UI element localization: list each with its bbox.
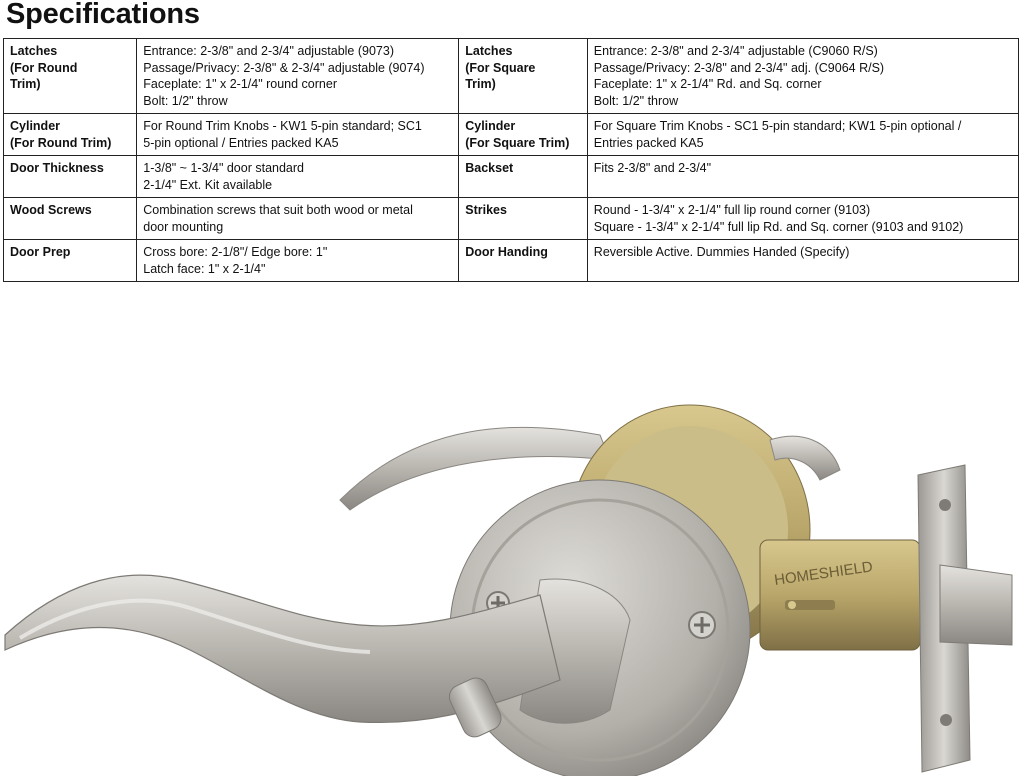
spec-row (4, 240, 1019, 282)
specifications-table (3, 38, 1019, 282)
spec-label-line: Backset (465, 161, 514, 175)
spec-value (137, 156, 459, 198)
spec-row (4, 198, 1019, 240)
spec-value-line: Bolt: 1/2" throw (593, 93, 679, 108)
spec-label-line: Door Handing (465, 245, 548, 259)
spec-value (137, 240, 459, 282)
spec-label (459, 156, 588, 198)
spec-value-line: Bolt: 1/2" throw (143, 93, 228, 108)
spec-label-line: (For Square (465, 60, 536, 75)
spec-label (459, 39, 588, 114)
spec-value-line: For Round Trim Knobs - KW1 5-pin standard; SC1 (143, 119, 422, 133)
spec-label (459, 198, 588, 240)
spec-value-line: For Square Trim Knobs - SC1 5-pin standard; KW1 5-pin optional / (593, 119, 962, 133)
spec-value (587, 39, 1018, 114)
door-lever-lock-photo (0, 380, 1024, 776)
spec-value (587, 240, 1018, 282)
spec-value-line: Faceplate: 1" x 2-1/4" Rd. and Sq. corner (593, 77, 822, 91)
spec-label (4, 240, 137, 282)
spec-value-line: Entrance: 2-3/8" and 2-3/4" adjustable (9073) (143, 44, 394, 58)
spec-label-line: Trim) (465, 77, 496, 91)
spec-label-line: (For Round Trim) (10, 135, 112, 150)
spec-value (137, 39, 459, 114)
spec-label-line: Cylinder (10, 119, 61, 133)
spec-value-line: Passage/Privacy: 2-3/8" & 2-3/4" adjustable (9074) (143, 60, 425, 75)
spec-value-line: Fits 2-3/8" and 2-3/4" (593, 161, 712, 175)
spec-value-line: Entries packed KA5 (593, 135, 704, 150)
spec-value-line: Entrance: 2-3/8" and 2-3/4" adjustable (C9060 R/S) (593, 44, 878, 58)
spec-label (459, 114, 588, 156)
spec-value-line: Square - 1-3/4" x 2-1/4" full lip Rd. and Sq. corner (9103 and 9102) (593, 219, 964, 234)
spec-label-line: (For Square Trim) (465, 135, 570, 150)
spec-value-line: 1-3/8" ~ 1-3/4" door standard (143, 161, 304, 175)
spec-value-line: Passage/Privacy: 2-3/8" and 2-3/4" adj. (C9064 R/S) (593, 60, 885, 75)
spec-label-line: Latches (10, 44, 58, 58)
spec-label-line: (For Round (10, 60, 78, 75)
spec-value-line: door mounting (143, 219, 224, 234)
page-title: Specifications (6, 0, 200, 30)
spec-row (4, 114, 1019, 156)
spec-label-line: Strikes (465, 203, 507, 217)
spec-label-line: Wood Screws (10, 203, 92, 217)
spec-value-line: Faceplate: 1" x 2-1/4" round corner (143, 77, 337, 91)
spec-label (4, 39, 137, 114)
spec-label-line: Trim) (10, 77, 41, 91)
spec-value (587, 156, 1018, 198)
spec-value (587, 114, 1018, 156)
spec-row (4, 39, 1019, 114)
spec-label-line: Latches (465, 44, 513, 58)
spec-value-line: Reversible Active. Dummies Handed (Specify) (593, 245, 850, 259)
latch-stamp: HOMESHIELD (773, 558, 874, 589)
spec-label (4, 198, 137, 240)
spec-row (4, 156, 1019, 198)
spec-label-line: Door Prep (10, 245, 71, 259)
spec-value-line: 2-1/4" Ext. Kit available (143, 177, 273, 192)
spec-value (587, 198, 1018, 240)
spec-label-line: Cylinder (465, 119, 516, 133)
spec-label (4, 114, 137, 156)
spec-value (137, 198, 459, 240)
spec-value-line: Round - 1-3/4" x 2-1/4" full lip round corner (9103) (593, 203, 871, 217)
spec-value-line: 5-pin optional / Entries packed KA5 (143, 135, 339, 150)
spec-value-line: Cross bore: 2-1/8"/ Edge bore: 1" (143, 245, 328, 259)
spec-label-line: Door Thickness (10, 161, 104, 175)
spec-label (4, 156, 137, 198)
spec-label (459, 240, 588, 282)
spec-value (137, 114, 459, 156)
spec-value-line: Combination screws that suit both wood or metal (143, 203, 413, 217)
spec-value-line: Latch face: 1" x 2-1/4" (143, 261, 266, 276)
